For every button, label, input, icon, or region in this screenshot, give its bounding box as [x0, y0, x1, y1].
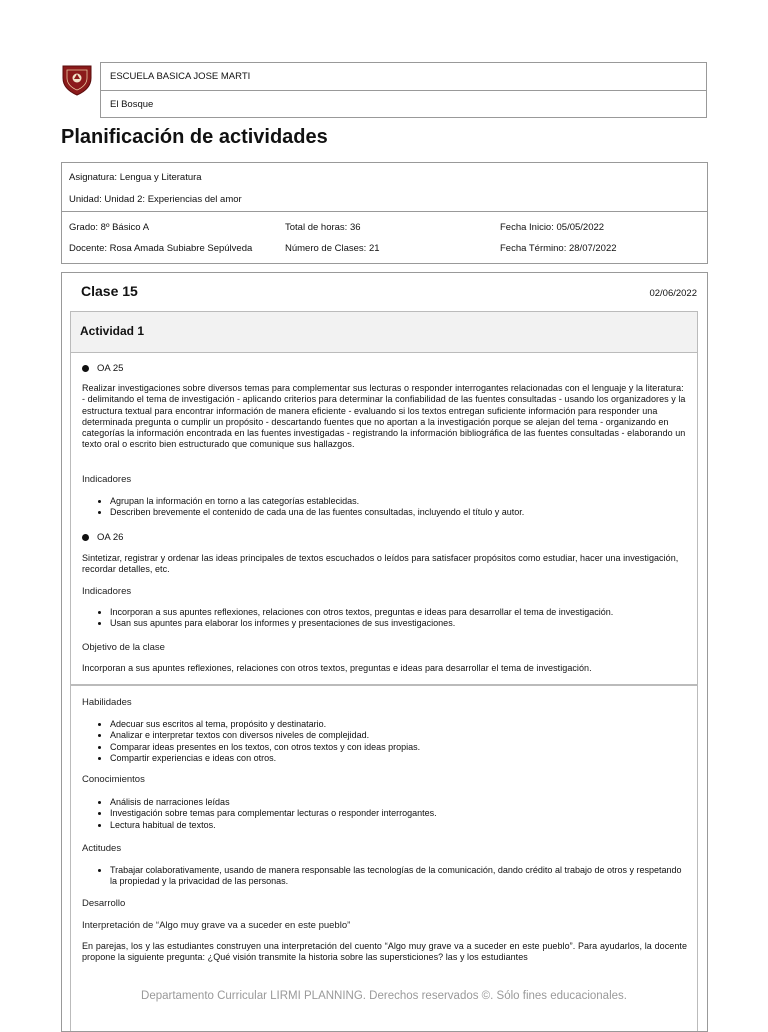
total-horas: Total de horas: 36 — [285, 222, 361, 233]
numero-clases: Número de Clases: 21 — [285, 243, 380, 254]
list-item: • Adecuar sus escritos al tema, propósito y destinatario. — [110, 719, 687, 730]
list-item: • Agrupan la información en torno a las categorías establecidas. — [110, 496, 687, 507]
school-location: El Bosque — [101, 90, 706, 118]
objetivo-text: Incorporan a sus apuntes reflexiones, relaciones con otros textos, preguntas e ideas para desarrollar el tema de investigación. — [82, 663, 592, 673]
oa26-indicadores-list — [82, 607, 687, 630]
oa26-text: Sintetizar, registrar y ordenar las ideas principales de textos escuchados o leídos para satisfacer propósitos como estudiar, hacer una investigación, recordar detalles, etc. — [82, 553, 679, 575]
oa26-label-row — [82, 532, 687, 543]
desarrollo-heading: Desarrollo — [82, 898, 126, 909]
list-item: • Compartir experiencias e ideas con otros. — [110, 753, 687, 764]
oa25-indicadores-heading: Indicadores — [82, 474, 132, 485]
school-info-box — [100, 62, 707, 118]
oa26-indicadores-heading: Indicadores — [82, 586, 132, 597]
grado: Grado: 8º Básico A — [69, 222, 150, 233]
list-item: • Lectura habitual de textos. — [110, 820, 687, 831]
list-item: • Describen brevemente el contenido de cada una de las fuentes consultadas, incluyendo el título y autor. — [110, 507, 687, 518]
activity-header — [70, 311, 698, 353]
actitudes-list — [82, 865, 687, 888]
bullet-dot-icon — [82, 365, 89, 372]
activity-objectives-section — [70, 353, 698, 685]
info-divider — [62, 211, 707, 212]
habilidades-heading: Habilidades — [82, 697, 132, 708]
list-item: • Investigación sobre temas para complementar lecturas o responder interrogantes. — [110, 808, 687, 819]
school-name: ESCUELA BASICA JOSE MARTI — [110, 71, 251, 82]
course-info-box — [61, 162, 708, 264]
class-title: Clase 15 — [81, 283, 138, 299]
page-title: Planificación de actividades — [61, 126, 328, 148]
asignatura: Asignatura: Lengua y Literatura — [69, 172, 202, 183]
desarrollo-subheading: Interpretación de “Algo muy grave va a suceder en este pueblo” — [82, 920, 351, 931]
bullet-dot-icon — [82, 534, 89, 541]
list-item: • Análisis de narraciones leídas — [110, 797, 687, 808]
actitudes-heading: Actitudes — [82, 843, 122, 854]
conocimientos-heading: Conocimientos — [82, 774, 145, 785]
page-footer: Departamento Curricular LIRMI PLANNING. Derechos reservados ©. Sólo fines educacionales. — [141, 990, 627, 1002]
activity-skills-section — [70, 685, 698, 1032]
fecha-inicio: Fecha Inicio: 05/05/2022 — [500, 222, 605, 233]
list-item: • Incorporan a sus apuntes reflexiones, relaciones con otros textos, preguntas e ideas para desarrollar el tema de investigación. — [110, 607, 687, 618]
school-crest-icon — [60, 62, 94, 96]
class-date: 02/06/2022 — [649, 288, 697, 299]
oa25-label: OA 25 — [97, 363, 124, 374]
activity-title: Actividad 1 — [80, 324, 145, 338]
unidad: Unidad: Unidad 2: Experiencias del amor — [69, 194, 242, 205]
list-item: • Analizar e interpretar textos con diversos niveles de complejidad. — [110, 730, 687, 741]
oa26-label: OA 26 — [97, 532, 124, 543]
oa25-indicadores-list — [82, 496, 687, 519]
habilidades-list — [82, 719, 687, 764]
oa25-label-row — [82, 363, 687, 374]
oa25-text: Realizar investigaciones sobre diversos temas para complementar sus lecturas o responder interrogantes relacionadas con el lenguaje y la literatura: - delimitando el tema de investigación - aplicando criterios para determinar la confiabilidad de las fuentes consultadas - usando los organizadores y la estructura textual para encontrar información de manera eficiente - evaluando si los textos entregan suficiente información para responder una determinada pregunta o cumplir un propósito - descartando fuentes que no aportan a la investigación porque se alejan del tema - organizando en categorías la información encontrada en las fuentes investigadas - registrando la información bibliográfica de las fuentes consultadas - elaborando un texto oral o escrito bien estructurado que comunique sus hallazgos. — [82, 383, 686, 450]
list-item: • Usan sus apuntes para elaborar los informes y presentaciones de sus investigaciones. — [110, 618, 687, 629]
list-item: • Comparar ideas presentes en los textos, con otros textos y con ideas propias. — [110, 742, 687, 753]
class-card — [61, 272, 708, 1032]
fecha-termino: Fecha Término: 28/07/2022 — [500, 243, 617, 254]
desarrollo-text: En parejas, los y las estudiantes construyen una interpretación del cuento “Algo muy grave va a suceder en este pueblo”. Para ayudarlos, la docente propone la siguiente pregunta: ¿Qué visión transmite la historia sobre las supersticiones? las y los estudiantes — [82, 941, 687, 963]
objetivo-heading: Objetivo de la clase — [82, 642, 165, 653]
conocimientos-list — [82, 797, 687, 831]
list-item: • Trabajar colaborativamente, usando de manera responsable las tecnologías de la comunicación, dando crédito al trabajo de otros y respetando la propiedad y la privacidad de las personas. — [110, 865, 687, 888]
docente: Docente: Rosa Amada Subiabre Sepúlveda — [69, 243, 253, 254]
